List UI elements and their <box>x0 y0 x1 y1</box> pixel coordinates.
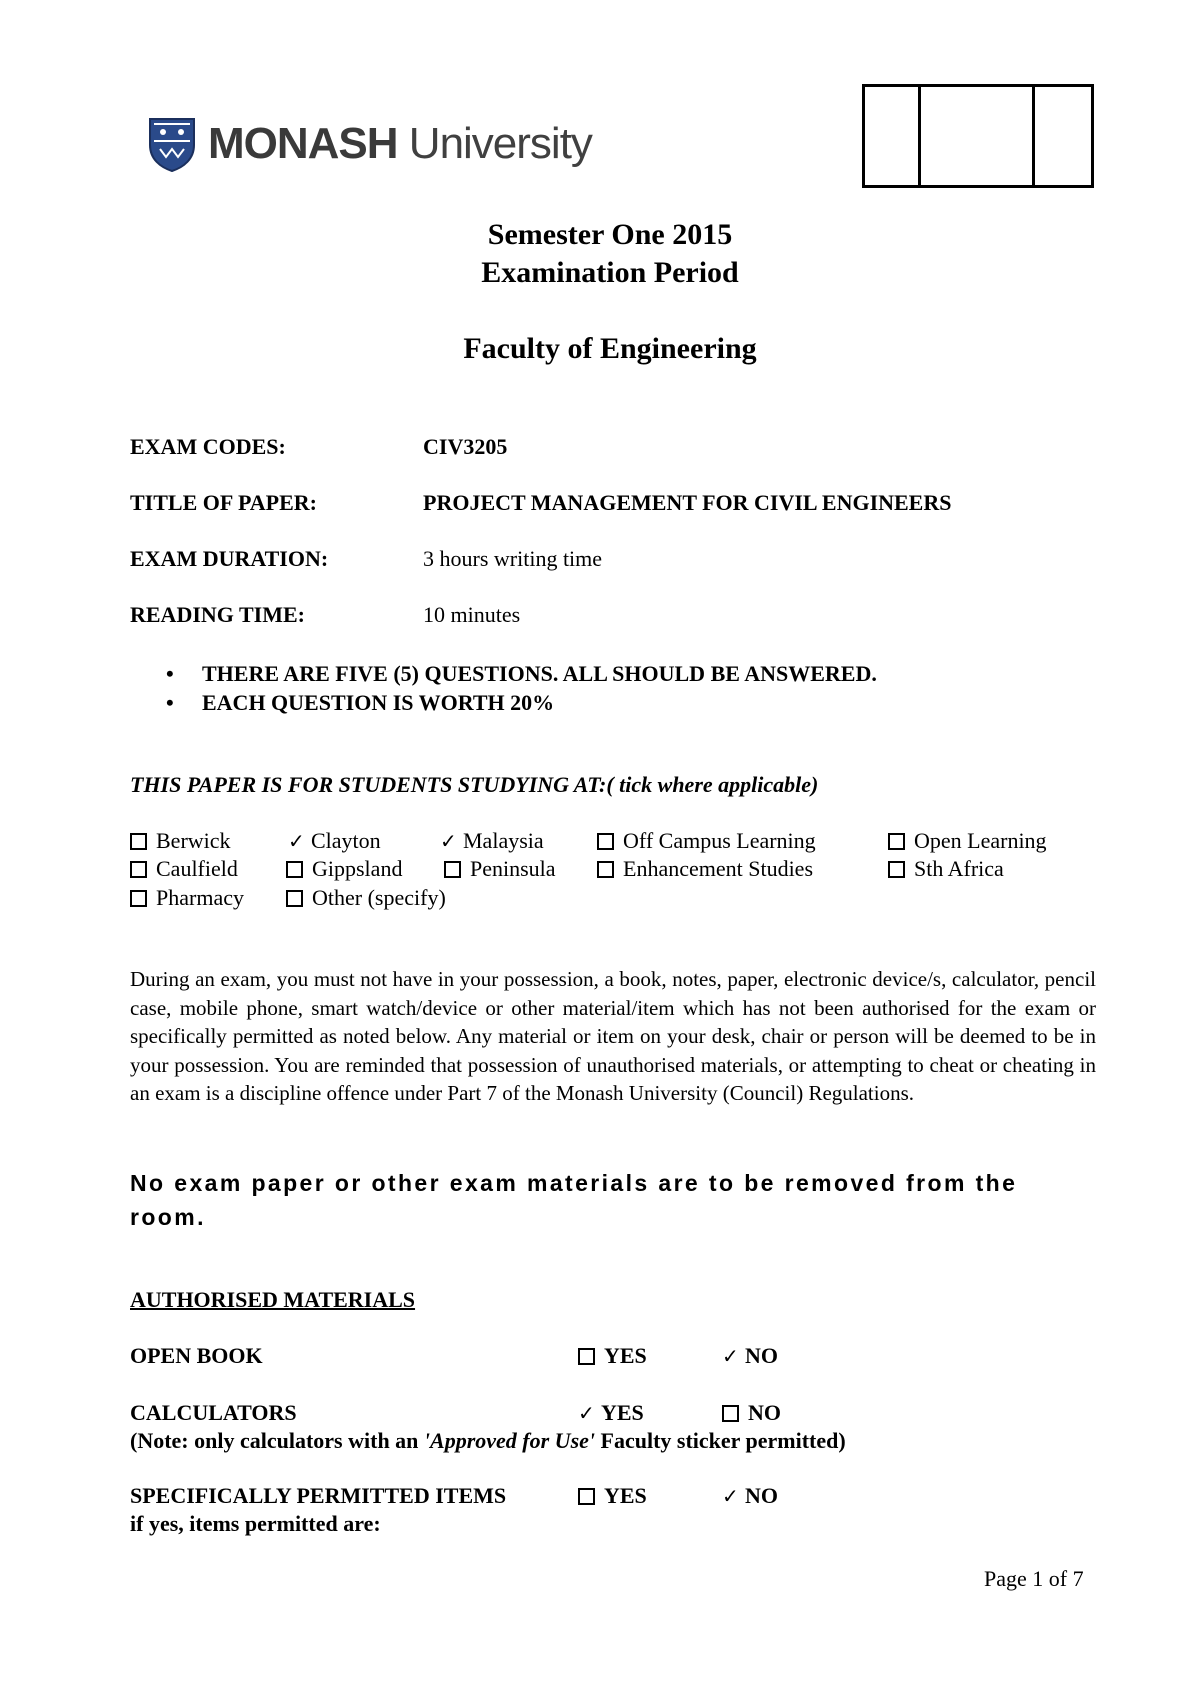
studying-at-heading: THIS PAPER IS FOR STUDENTS STUDYING AT:( tick where applicable) <box>130 772 819 797</box>
id-box-cell <box>921 87 1035 185</box>
campus-label: Caulfield <box>156 856 238 881</box>
campus-option-peninsula[interactable] <box>444 856 556 882</box>
id-box-cell <box>865 87 921 185</box>
candidate-id-box <box>862 84 1094 188</box>
checkbox-empty-icon <box>444 861 461 878</box>
reading-time-value: 10 minutes <box>423 602 521 627</box>
calculators-yes-option[interactable] <box>578 1400 644 1426</box>
campus-label: Off Campus Learning <box>623 828 816 853</box>
exam-codes-label: EXAM CODES: <box>130 434 286 459</box>
authorised-materials-heading: AUTHORISED MATERIALS <box>130 1287 416 1312</box>
permitted-items-no-option[interactable] <box>722 1483 778 1509</box>
id-box-cell <box>1035 87 1091 185</box>
checkbox-empty-icon <box>286 890 303 907</box>
specifically-permitted-items-label: SPECIFICALLY PERMITTED ITEMS <box>130 1483 507 1508</box>
checkbox-empty-icon <box>286 861 303 878</box>
page-number: Page 1 of 7 <box>984 1566 1084 1591</box>
checkbox-empty-icon <box>130 861 147 878</box>
calculator-note <box>130 1428 846 1454</box>
campus-option-open-learning[interactable] <box>888 828 1047 854</box>
calculators-no-option[interactable] <box>722 1400 781 1426</box>
campus-label: Other (specify) <box>312 885 446 910</box>
instruction-item: • EACH QUESTION IS WORTH 20% <box>160 688 877 717</box>
exam-conduct-warning: During an exam, you must not have in your possession, a book, notes, paper, electronic device/s, calculator, pencil case, mobile phone, smart watch/device or other material/item which has not been authorised for the exam or specifically permitted as noted below. Any material or item on your desk, chair or person will be deemed to be in your possession. You are reminded that possession of unauthorised materials, or attempting to cheat or cheating in an exam is a discipline offence under Part 7 of the Monash University (Council) Regulations. <box>130 967 1096 1105</box>
campus-label: Malaysia <box>463 828 544 853</box>
campus-label: Open Learning <box>914 828 1047 853</box>
monash-logo <box>146 114 592 174</box>
checkbox-empty-icon <box>888 861 905 878</box>
monash-crest-icon <box>146 115 198 173</box>
yes-label: YES <box>604 1483 647 1508</box>
calculators-label: CALCULATORS <box>130 1400 297 1425</box>
checkmark-icon: ✓ <box>722 1344 739 1368</box>
campus-label: Peninsula <box>470 856 556 881</box>
campus-option-sth-africa[interactable] <box>888 856 1004 882</box>
checkbox-empty-icon <box>578 1488 595 1505</box>
campus-label: Enhancement Studies <box>623 856 814 881</box>
checkbox-empty-icon <box>130 833 147 850</box>
no-removal-notice: No exam paper or other exam materials are to be removed from the room. <box>130 1170 1018 1230</box>
checkbox-empty-icon <box>597 833 614 850</box>
checkmark-icon: ✓ <box>578 1401 595 1425</box>
checkbox-empty-icon <box>888 833 905 850</box>
yes-label: YES <box>601 1400 644 1425</box>
no-label: NO <box>745 1483 778 1508</box>
no-label: NO <box>748 1400 781 1425</box>
campus-option-gippsland[interactable] <box>286 856 402 882</box>
reading-time-label: READING TIME: <box>130 602 306 627</box>
campus-option-berwick[interactable] <box>130 828 231 854</box>
permitted-items-yes-option[interactable] <box>578 1483 647 1509</box>
campus-label: Sth Africa <box>914 856 1004 881</box>
title-of-paper-value: PROJECT MANAGEMENT FOR CIVIL ENGINEERS <box>423 490 952 515</box>
campus-label: Gippsland <box>312 856 403 881</box>
instruction-item: • THERE ARE FIVE (5) QUESTIONS. ALL SHOULD BE ANSWERED. <box>160 659 877 688</box>
campus-option-clayton[interactable] <box>288 828 381 854</box>
exam-codes-value: CIV3205 <box>423 434 508 459</box>
wordmark-monash: MONASH <box>208 119 398 168</box>
calculator-note-prefix: (Note: only calculators with an <box>130 1428 424 1453</box>
no-label: NO <box>745 1343 778 1368</box>
open-book-yes-option[interactable] <box>578 1343 647 1369</box>
campus-option-caulfield[interactable] <box>130 856 238 882</box>
campus-option-off-campus-learning[interactable] <box>597 828 816 854</box>
campus-option-malaysia[interactable] <box>440 828 544 854</box>
checkbox-empty-icon <box>130 890 147 907</box>
semester-heading: Semester One 2015 <box>487 218 733 251</box>
faculty-heading: Faculty of Engineering <box>463 332 757 365</box>
open-book-no-option[interactable] <box>722 1343 778 1369</box>
wordmark-university: University <box>397 119 592 168</box>
permitted-items-note: if yes, items permitted are: <box>130 1511 381 1536</box>
examination-period-heading: Examination Period <box>481 256 739 289</box>
yes-label: YES <box>604 1343 647 1368</box>
checkbox-empty-icon <box>597 861 614 878</box>
instructions-list <box>160 659 877 717</box>
campus-label: Pharmacy <box>156 885 244 910</box>
checkbox-empty-icon <box>722 1405 739 1422</box>
checkmark-icon: ✓ <box>722 1484 739 1508</box>
approved-for-use-text: 'Approved for Use' <box>423 1428 596 1453</box>
open-book-label: OPEN BOOK <box>130 1343 263 1368</box>
checkmark-icon: ✓ <box>440 829 457 853</box>
university-wordmark <box>208 119 592 169</box>
campus-label: Clayton <box>311 828 381 853</box>
exam-duration-value: 3 hours writing time <box>423 546 603 571</box>
campus-option-enhancement-studies[interactable] <box>597 856 813 882</box>
checkbox-empty-icon <box>578 1348 595 1365</box>
title-of-paper-label: TITLE OF PAPER: <box>130 490 318 515</box>
checkmark-icon: ✓ <box>288 829 305 853</box>
exam-duration-label: EXAM DURATION: <box>130 546 329 571</box>
campus-label: Berwick <box>156 828 231 853</box>
campus-option-pharmacy[interactable] <box>130 885 244 911</box>
calculator-note-suffix: Faculty sticker permitted) <box>595 1428 846 1453</box>
campus-option-other[interactable] <box>286 885 446 911</box>
